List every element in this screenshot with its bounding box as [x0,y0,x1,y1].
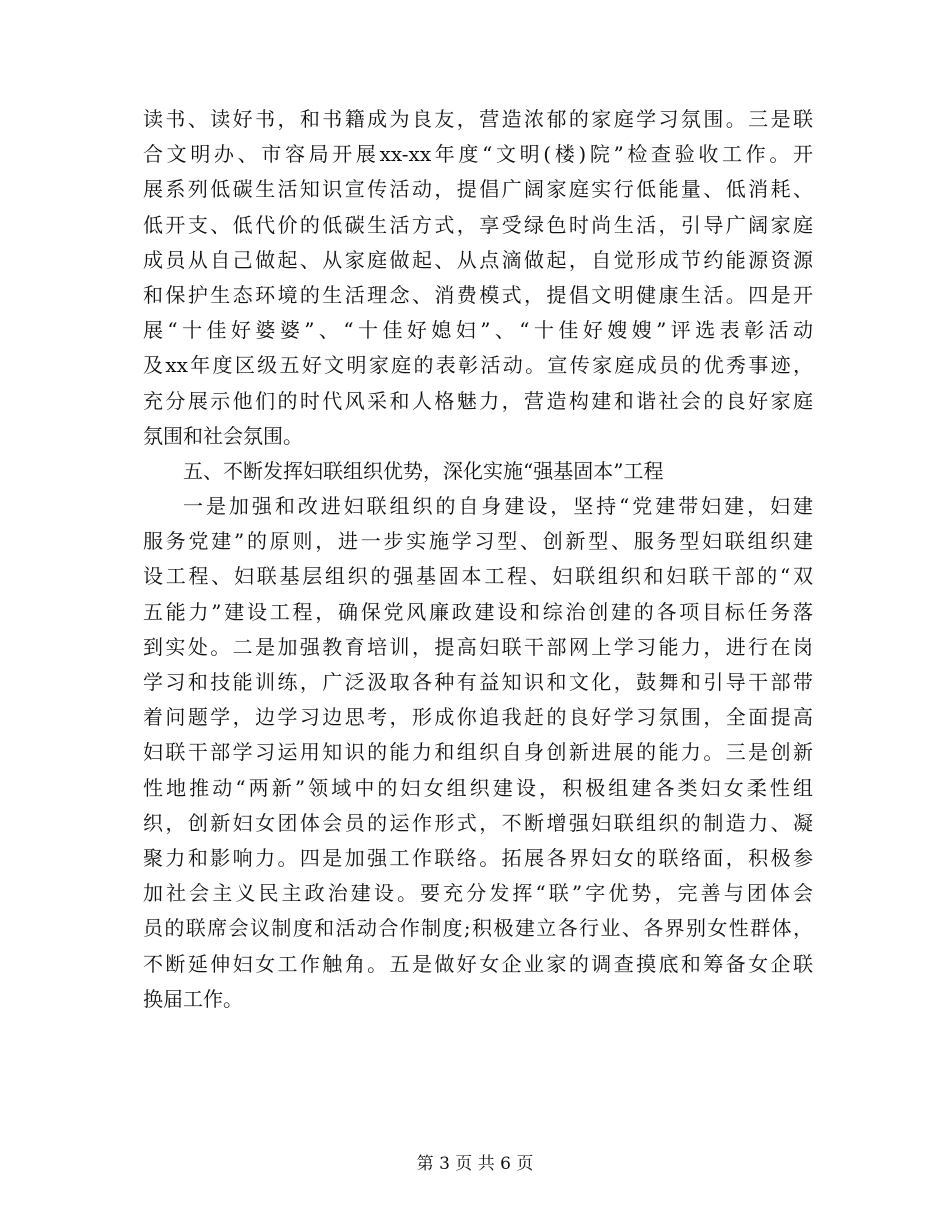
document-body [143,102,813,1017]
text-line: 展系列低碳生活知识宣传活动，提倡广阔家庭实行低能量、低消耗、 [143,177,813,202]
text-line: 加社会主义民主政治建设。要充分发挥“联”字优势，完善与团体会 [143,881,813,906]
text-line: 织，创新妇女团体会员的运作形式，不断增强妇联组织的制造力、凝 [143,810,813,835]
text-line: 五能力”建设工程，确保党风廉政建设和综治创建的各项目标任务落 [143,599,813,624]
text-line: 换届工作。 [143,986,243,1011]
page-number-footer: 第 3 页 共 6 页 [416,1154,534,1174]
text-line: 聚力和影响力。四是加强工作联络。拓展各界妇女的联络面，积极参 [143,845,813,870]
text-line: 性地推动“两新”领域中的妇女组织建设，积极组建各类妇女柔性组 [143,775,813,800]
text-line: 到实处。二是加强教育培训，提高妇联干部网上学习能力，进行在岗 [143,634,813,659]
text-line: 低开支、低代价的低碳生活方式，享受绿色时尚生活，引导广阔家庭 [143,212,813,237]
text-line: 展“十佳好婆婆”、“十佳好媳妇”、“十佳好嫂嫂”评选表彰活动 [143,318,813,343]
text-line: 学习和技能训练，广泛汲取各种有益知识和文化，鼓舞和引导干部带 [143,670,813,694]
text-line: 充分展示他们的时代风采和人格魅力，营造构建和谐社会的良好家庭 [143,388,813,413]
text-line: 设工程、妇联基层组织的强基固本工程、妇联组织和妇联干部的“双 [143,564,813,589]
text-line: 一是加强和改进妇联组织的自身建设，坚持“党建带妇建，妇建 [183,494,813,519]
text-line: 员的联席会议制度和活动合作制度;积极建立各行业、各界别女性群体， [143,916,813,941]
text-line: 氛围和社会氛围。 [143,423,303,448]
text-line: 及xx年度区级五好文明家庭的表彰活动。宣传家庭成员的优秀事迹， [143,353,813,378]
text-line: 服务党建”的原则，进一步实施学习型、创新型、服务型妇联组织建 [143,529,813,554]
text-line: 和保护生态环境的生活理念、消费模式，提倡文明健康生活。四是开 [143,282,813,307]
text-line: 合文明办、市容局开展xx-xx年度“文明(楼)院”检查验收工作。开 [143,142,813,167]
text-line: 着问题学，边学习边思考，形成你追我赶的良好学习氛围，全面提高 [143,705,813,730]
section-heading: 五、不断发挥妇联组织优势，深化实施“强基固本”工程 [183,458,664,483]
text-line: 读书、读好书，和书籍成为良友，营造浓郁的家庭学习氛围。三是联 [143,107,813,131]
text-line: 妇联干部学习运用知识的能力和组织自身创新进展的能力。三是创新 [143,740,813,765]
text-line: 不断延伸妇女工作触角。五是做好女企业家的调查摸底和筹备女企联 [143,951,813,976]
text-line: 成员从自己做起、从家庭做起、从点滴做起，自觉形成节约能源资源 [143,247,813,272]
